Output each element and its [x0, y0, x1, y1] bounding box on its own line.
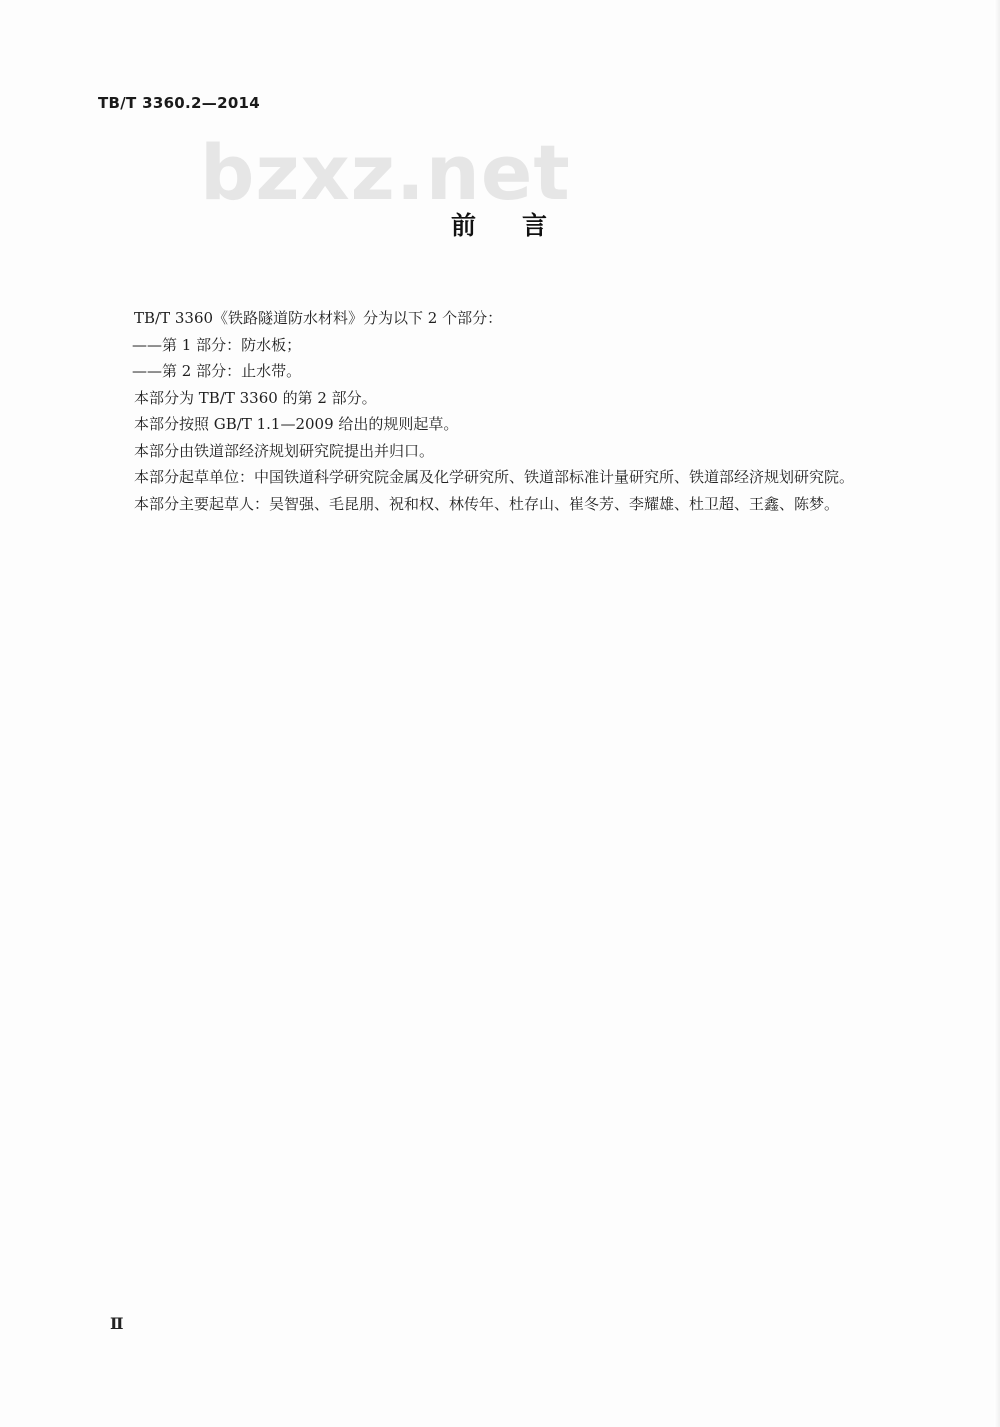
watermark-text: bzxz.net: [200, 128, 571, 217]
list-item-part1: ——第 1 部分：防水板；: [132, 335, 302, 354]
paragraph-intro: TB/T 3360《铁路隧道防水材料》分为以下 2 个部分：: [134, 309, 503, 327]
list-item-part2: ——第 2 部分：止水带。: [132, 362, 302, 380]
foreword-body: [102, 305, 892, 517]
paragraph-drafting-rules: 本部分按照 GB/T 1.1—2009 给出的规则起草。: [134, 415, 459, 433]
paragraph-proposer: 本部分由铁道部经济规划研究院提出并归口。: [134, 441, 435, 460]
standard-code: TB/T 3360.2—2014: [98, 94, 261, 112]
title-char-1: 前: [450, 211, 478, 240]
page-edge-shadow: [994, 0, 1000, 1427]
title-char-2: 言: [522, 211, 550, 240]
page-number: Ⅱ: [110, 1314, 124, 1333]
paragraph-part-statement: 本部分为 TB/T 3360 的第 2 部分。: [134, 388, 377, 407]
paragraph-drafting-units: 本部分起草单位：中国铁道科学研究院金属及化学研究所、铁道部标准计量研究所、铁道部经济规划研究院。: [134, 468, 855, 486]
page-title: [0, 206, 1000, 242]
paragraph-drafters: 本部分主要起草人：吴智强、毛昆朋、祝和权、林传年、杜存山、崔冬芳、李耀雄、杜卫超、王鑫、陈梦。: [134, 494, 840, 513]
